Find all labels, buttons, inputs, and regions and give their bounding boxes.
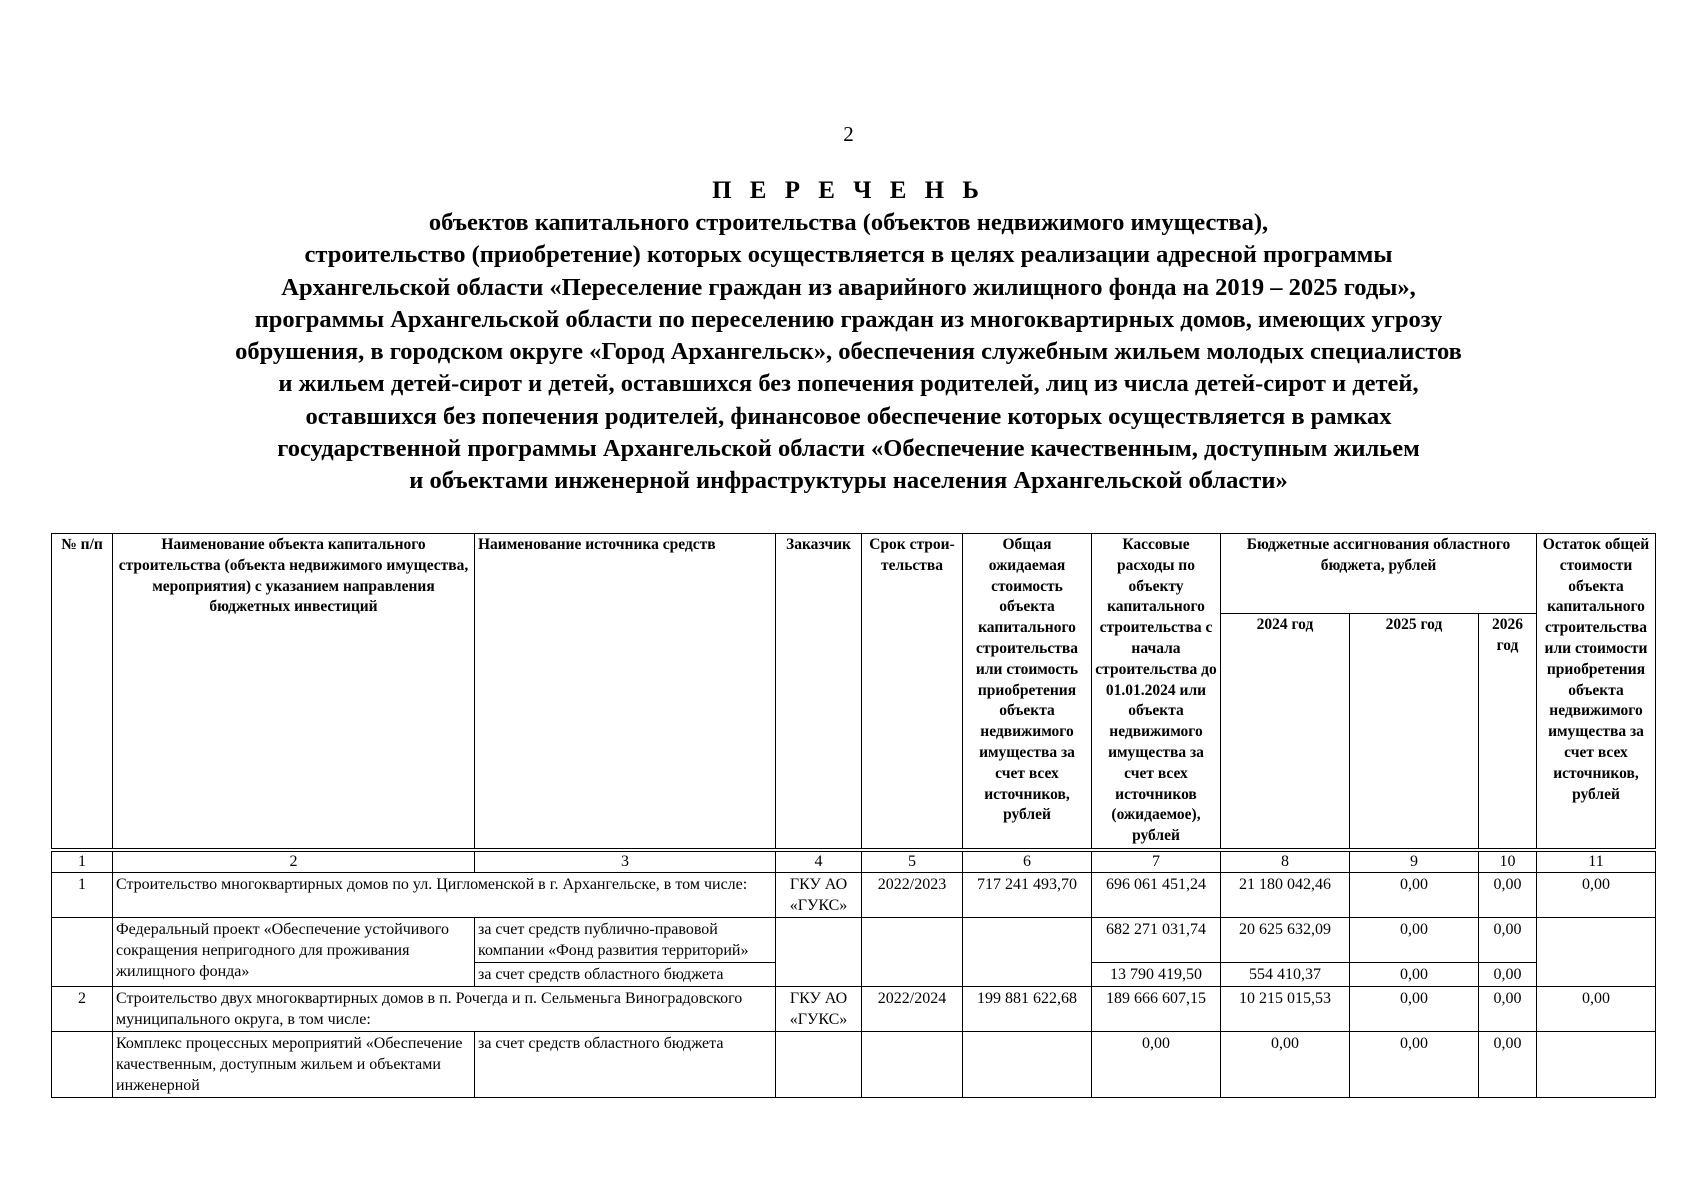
budget-2024: 21 180 042,46 <box>1221 872 1350 917</box>
heading-line: и объектами инженерной инфраструктуры населения Архангельской области» <box>409 467 1288 495</box>
heading-line: программы Архангельской области по переселению граждан из многоквартирных домов, имеющих угрозу <box>254 305 1443 333</box>
header-year-2026: 2026 год <box>1479 613 1537 850</box>
document-heading <box>0 175 1697 498</box>
construction-term: 2022/2024 <box>862 986 963 1031</box>
heading-line: и жильем детей-сирот и детей, оставшихся без попечения родителей, лиц из числа детей-сирот и детей, <box>278 370 1419 398</box>
cash-expenses: 696 061 451,24 <box>1092 872 1221 917</box>
construction-term: 2022/2023 <box>862 872 963 917</box>
empty-cell <box>862 1031 963 1097</box>
budget-2024: 0,00 <box>1221 1031 1350 1097</box>
column-number: 8 <box>1221 850 1350 873</box>
budget-2025: 0,00 <box>1350 1031 1479 1097</box>
funding-source: за счет средств областного бюджета <box>475 962 776 986</box>
header-remainder: Остаток общей стоимости объекта капитального строительства или стоимости приобретения объекта недвижимого имущества за счет всех источников, рублей <box>1537 534 1656 850</box>
header-term: Срок строи-тельства <box>862 534 963 850</box>
column-number: 4 <box>776 850 862 873</box>
object-name: Федеральный проект «Обеспечение устойчивого сокращения непригодного для проживания жилищного фонда» <box>113 917 475 986</box>
heading-line: государственной программы Архангельской области «Обеспечение качественным, доступным жильем <box>277 435 1420 463</box>
heading-line: оставшихся без попечения родителей, финансовое обеспечение которых осуществляется в рамках <box>305 402 1392 430</box>
header-name: Наименование объекта капитального строительства (объекта недвижимого имущества, мероприятия) с указанием направления бюджетных инвестиций <box>113 534 475 850</box>
column-number: 11 <box>1537 850 1656 873</box>
budget-2024: 20 625 632,09 <box>1221 917 1350 962</box>
header-total-cost: Общая ожидаемая стоимость объекта капитального строительства или стоимость приобретения объекта недвижимого имущества за счет всех источников, рублей <box>963 534 1092 850</box>
cash-expenses: 682 271 031,74 <box>1092 917 1221 962</box>
document-title: П Е Р Е Ч Е Н Ь <box>712 177 985 204</box>
budget-2025: 0,00 <box>1350 986 1479 1031</box>
budget-2025: 0,00 <box>1350 962 1479 986</box>
budget-2025: 0,00 <box>1350 872 1479 917</box>
table-row <box>52 986 1656 1031</box>
customer: ГКУ АО «ГУКС» <box>776 872 862 917</box>
header-year-2025: 2025 год <box>1350 613 1479 850</box>
budget-2026: 0,00 <box>1479 872 1537 917</box>
empty-cell <box>52 917 113 986</box>
cash-expenses: 0,00 <box>1092 1031 1221 1097</box>
column-number: 6 <box>963 850 1092 873</box>
budget-2026: 0,00 <box>1479 917 1537 962</box>
column-number: 7 <box>1092 850 1221 873</box>
total-cost: 199 881 622,68 <box>963 986 1092 1031</box>
total-cost: 717 241 493,70 <box>963 872 1092 917</box>
header-customer: Заказчик <box>776 534 862 850</box>
object-name: Строительство двух многоквартирных домов в п. Рочегда и п. Сельменьга Виноградовского муниципального округа, в том числе: <box>113 986 776 1031</box>
cash-expenses: 13 790 419,50 <box>1092 962 1221 986</box>
funding-source: за счет средств областного бюджета <box>475 1031 776 1097</box>
budget-2026: 0,00 <box>1479 986 1537 1031</box>
table-row <box>52 1031 1656 1097</box>
header-source: Наименование источника средств <box>475 534 776 850</box>
header-num: № п/п <box>52 534 113 850</box>
heading-line: обрушения, в городском округе «Город Архангельск», обеспечения служебным жильем молодых специалистов <box>235 338 1462 366</box>
heading-line: объектов капитального строительства (объектов недвижимого имущества), <box>428 209 1269 236</box>
row-number: 1 <box>52 872 113 917</box>
column-number: 2 <box>113 850 475 873</box>
budget-2024: 554 410,37 <box>1221 962 1350 986</box>
heading-line: строительство (приобретение) которых осуществляется в целях реализации адресной программы <box>304 241 1393 269</box>
budget-2025: 0,00 <box>1350 917 1479 962</box>
cash-expenses: 189 666 607,15 <box>1092 986 1221 1031</box>
empty-cell <box>963 1031 1092 1097</box>
budget-2026: 0,00 <box>1479 1031 1537 1097</box>
header-cash-expenses: Кассовые расходы по объекту капитального строительства с начала строительства до 01.01.2024 или объекта недвижимого имущества за счет всех источников (ожидаемое), рублей <box>1092 534 1221 850</box>
empty-cell <box>963 917 1092 986</box>
budget-2024: 10 215 015,53 <box>1221 986 1350 1031</box>
column-number: 10 <box>1479 850 1537 873</box>
heading-line: Архангельской области «Переселение граждан из аварийного жилищного фонда на 2019 – 2025 годы», <box>281 273 1416 301</box>
column-number: 3 <box>475 850 776 873</box>
funding-source: за счет средств публично-правовой компании «Фонд развития территорий» <box>475 917 776 962</box>
empty-cell <box>776 917 862 986</box>
objects-table <box>51 533 1656 1098</box>
header-budget: Бюджетные ассигнования областного бюджета, рублей <box>1221 534 1537 614</box>
budget-2026: 0,00 <box>1479 962 1537 986</box>
remainder: 0,00 <box>1537 986 1656 1031</box>
customer: ГКУ АО «ГУКС» <box>776 986 862 1031</box>
object-name: Комплекс процессных мероприятий «Обеспечение качественным, доступным жильем и объектами инженерной <box>113 1031 475 1097</box>
empty-cell <box>52 1031 113 1097</box>
remainder: 0,00 <box>1537 872 1656 917</box>
row-number: 2 <box>52 986 113 1031</box>
table-row <box>52 917 1656 962</box>
header-year-2024: 2024 год <box>1221 613 1350 850</box>
empty-cell <box>862 917 963 986</box>
column-number: 5 <box>862 850 963 873</box>
page-number: 2 <box>843 122 854 146</box>
table-row <box>52 872 1656 917</box>
empty-cell <box>776 1031 862 1097</box>
column-number: 1 <box>52 850 113 873</box>
column-number: 9 <box>1350 850 1479 873</box>
column-numbers-row <box>52 850 1656 873</box>
empty-cell <box>1537 1031 1656 1097</box>
empty-cell <box>1537 917 1656 986</box>
object-name: Строительство многоквартирных домов по ул. Цигломенской в г. Архангельске, в том числе: <box>113 872 776 917</box>
